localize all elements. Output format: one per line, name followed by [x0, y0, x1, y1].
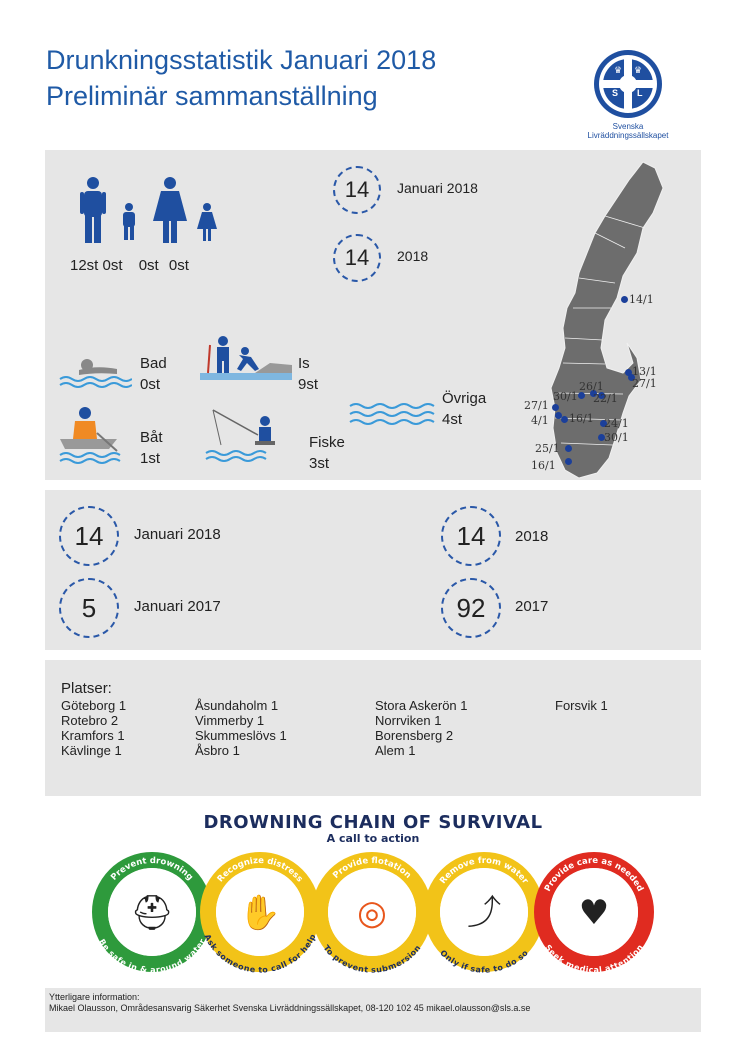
- stats-panel: [45, 150, 701, 480]
- places-col-2: [195, 698, 287, 758]
- lifebuoy-logo-icon: [590, 46, 666, 122]
- jan2017-count: 5: [81, 592, 97, 623]
- demographic-counts: [70, 257, 189, 274]
- map-label: 4/1: [531, 414, 549, 427]
- girl-icon: [197, 203, 217, 241]
- chain-subtitle: A call to action: [326, 832, 420, 845]
- map-label: 27/1: [632, 377, 657, 390]
- chain-bottom-text: Only if safe to do so: [438, 948, 530, 975]
- count-women: 0st: [138, 257, 159, 274]
- activity-bat-count: 1st: [140, 450, 161, 467]
- swimmer-icon: [57, 355, 132, 390]
- map-marker: [565, 445, 572, 452]
- svg-text:♛: ♛: [614, 66, 623, 76]
- place-item: Kävlinge 1: [61, 743, 122, 758]
- map-label: 22/1: [593, 392, 618, 405]
- chain-step-icon: ♥: [578, 893, 610, 933]
- map-marker: [561, 416, 568, 423]
- y2017-label: 2017: [515, 598, 549, 615]
- chain-top-text: Provide flotation: [331, 855, 413, 881]
- chain-top-text: Prevent drowning: [109, 855, 195, 883]
- y2017-count: 92: [456, 592, 486, 623]
- place-item: Åsundaholm 1: [195, 698, 279, 713]
- map-label: 16/1: [531, 459, 556, 472]
- people-icons: [75, 175, 235, 245]
- activity-is-count: 9st: [298, 376, 319, 393]
- year-count: 14: [344, 245, 370, 270]
- place-item: Åsbro 1: [195, 743, 240, 758]
- sweden-map: [505, 158, 701, 480]
- boat-icon: [57, 405, 132, 465]
- map-label: 27/1: [524, 399, 549, 412]
- sweden-map-icon: [505, 158, 701, 480]
- activity-bat: [140, 427, 163, 469]
- map-label: 13/1: [632, 365, 657, 378]
- activity-bad-label: Bad: [140, 355, 167, 372]
- chain-bottom-text: Be safe in & around water: [97, 937, 207, 975]
- activity-fiske-count: 3st: [309, 455, 330, 472]
- woman-icon: [153, 177, 187, 243]
- page-title: [46, 42, 436, 114]
- map-label: 16/1: [569, 412, 594, 425]
- y2018-count: 14: [456, 520, 486, 551]
- chain-bottom-text: Ask someone to call for help: [202, 932, 318, 975]
- chain-title: DROWNING CHAIN OF SURVIVAL: [203, 812, 543, 833]
- jan2017-label: Januari 2017: [134, 598, 221, 615]
- chain-step-icon: ◎: [357, 893, 387, 933]
- activity-ovriga-count: 4st: [442, 411, 463, 428]
- month-count-circle: [333, 166, 381, 214]
- sls-logo: [587, 46, 669, 146]
- footer-heading: Ytterligare information:: [49, 992, 140, 1002]
- place-item: Stora Askerön 1: [375, 698, 468, 713]
- chain-ring: [432, 856, 536, 975]
- activity-ovriga: [442, 388, 486, 430]
- place-item: Göteborg 1: [61, 698, 127, 713]
- activity-bad-count: 0st: [140, 376, 161, 393]
- jan2017-circle: [59, 578, 119, 638]
- logo-text-line-2: Livräddningssällskapet: [587, 131, 669, 140]
- y2018-label: 2018: [515, 528, 549, 545]
- activity-bat-label: Båt: [140, 429, 163, 446]
- map-marker: [621, 296, 628, 303]
- month-count: 14: [344, 177, 370, 202]
- logo-text: [570, 122, 686, 140]
- place-item: Skummeslövs 1: [195, 728, 287, 743]
- jan2018-label: Januari 2018: [134, 526, 221, 543]
- chain-of-survival-banner: [82, 806, 664, 978]
- chain-bottom-text: To prevent submersion: [321, 943, 423, 975]
- places-col-4: [555, 698, 608, 713]
- man-icon: [80, 177, 106, 243]
- jan2018-circle: [59, 506, 119, 566]
- map-marker: [565, 458, 572, 465]
- places-col-3: [375, 698, 468, 758]
- svg-text:♛: ♛: [624, 64, 633, 74]
- activity-ovriga-label: Övriga: [442, 390, 487, 407]
- places-col-1: [61, 698, 126, 758]
- activity-bad: [140, 353, 167, 395]
- chain-step-icon: ⤴: [467, 893, 501, 933]
- chain-top-text: Remove from water: [438, 855, 530, 886]
- month-label: Januari 2018: [397, 180, 478, 196]
- title-line-1: Drunkningsstatistik Januari 2018: [46, 45, 437, 75]
- svg-text:♛: ♛: [634, 66, 643, 76]
- chain-rings: [82, 846, 664, 976]
- waves-icon: [347, 400, 437, 430]
- map-label: 30/1: [553, 390, 578, 403]
- ice-icon: [195, 333, 295, 385]
- place-item: Vimmerby 1: [195, 713, 265, 728]
- chain-step-icon: ✋: [238, 893, 282, 933]
- count-girls: 0st: [168, 257, 189, 274]
- year-count-circle: [333, 234, 381, 282]
- map-label: 14/1: [629, 293, 654, 306]
- chain-top-text: Provide care as needed: [542, 855, 646, 894]
- logo-text-line-1: Svenska: [612, 122, 644, 131]
- fishing-icon: [203, 405, 293, 465]
- place-item: Kramfors 1: [61, 728, 125, 743]
- chain-bottom-text: Seek medical attention: [543, 942, 645, 975]
- y2018-circle: [441, 506, 501, 566]
- footer-panel: [45, 988, 701, 1032]
- footer-contact: Mikael Olausson, Områdesansvarig Säkerhet Svenska Livräddningssällskapet, 08-120 102 45 mikael.olausson@sls.a.se: [49, 1003, 531, 1013]
- year-label: 2018: [397, 248, 429, 264]
- boy-icon: [123, 203, 135, 240]
- activity-fiske-label: Fiske: [309, 434, 345, 451]
- place-item: Alem 1: [375, 743, 416, 758]
- count-boys: 0st: [102, 257, 123, 274]
- map-marker: [578, 392, 585, 399]
- logo-initial-l: L: [637, 88, 643, 98]
- chain-ring: [97, 856, 207, 975]
- jan2018-count: 14: [74, 520, 104, 551]
- places-panel: [45, 660, 701, 796]
- activity-is-label: Is: [298, 355, 310, 372]
- map-marker: [552, 404, 559, 411]
- activity-is: [298, 353, 318, 395]
- chain-step-icon: ⛑: [130, 893, 174, 933]
- place-item: Forsvik 1: [555, 698, 608, 713]
- map-label: 30/1: [604, 431, 629, 444]
- y2017-circle: [441, 578, 501, 638]
- chain-ring: [320, 856, 424, 975]
- map-label: 25/1: [535, 442, 560, 455]
- logo-initial-s: S: [612, 88, 619, 98]
- map-label: 24/1: [604, 417, 629, 430]
- map-label: 26/1: [579, 380, 604, 393]
- activity-fiske: [309, 432, 345, 474]
- places-heading: Platser:: [61, 680, 112, 697]
- chain-ring: [202, 856, 317, 975]
- count-men: 12st: [70, 257, 99, 274]
- place-item: Rotebro 2: [61, 713, 119, 728]
- place-item: Norrviken 1: [375, 713, 442, 728]
- chain-ring: [542, 856, 646, 975]
- place-item: Borensberg 2: [375, 728, 454, 743]
- chain-top-text: Recognize distress: [215, 855, 305, 885]
- comparison-panel: [45, 490, 701, 650]
- title-line-2: Preliminär sammanställning: [46, 81, 378, 111]
